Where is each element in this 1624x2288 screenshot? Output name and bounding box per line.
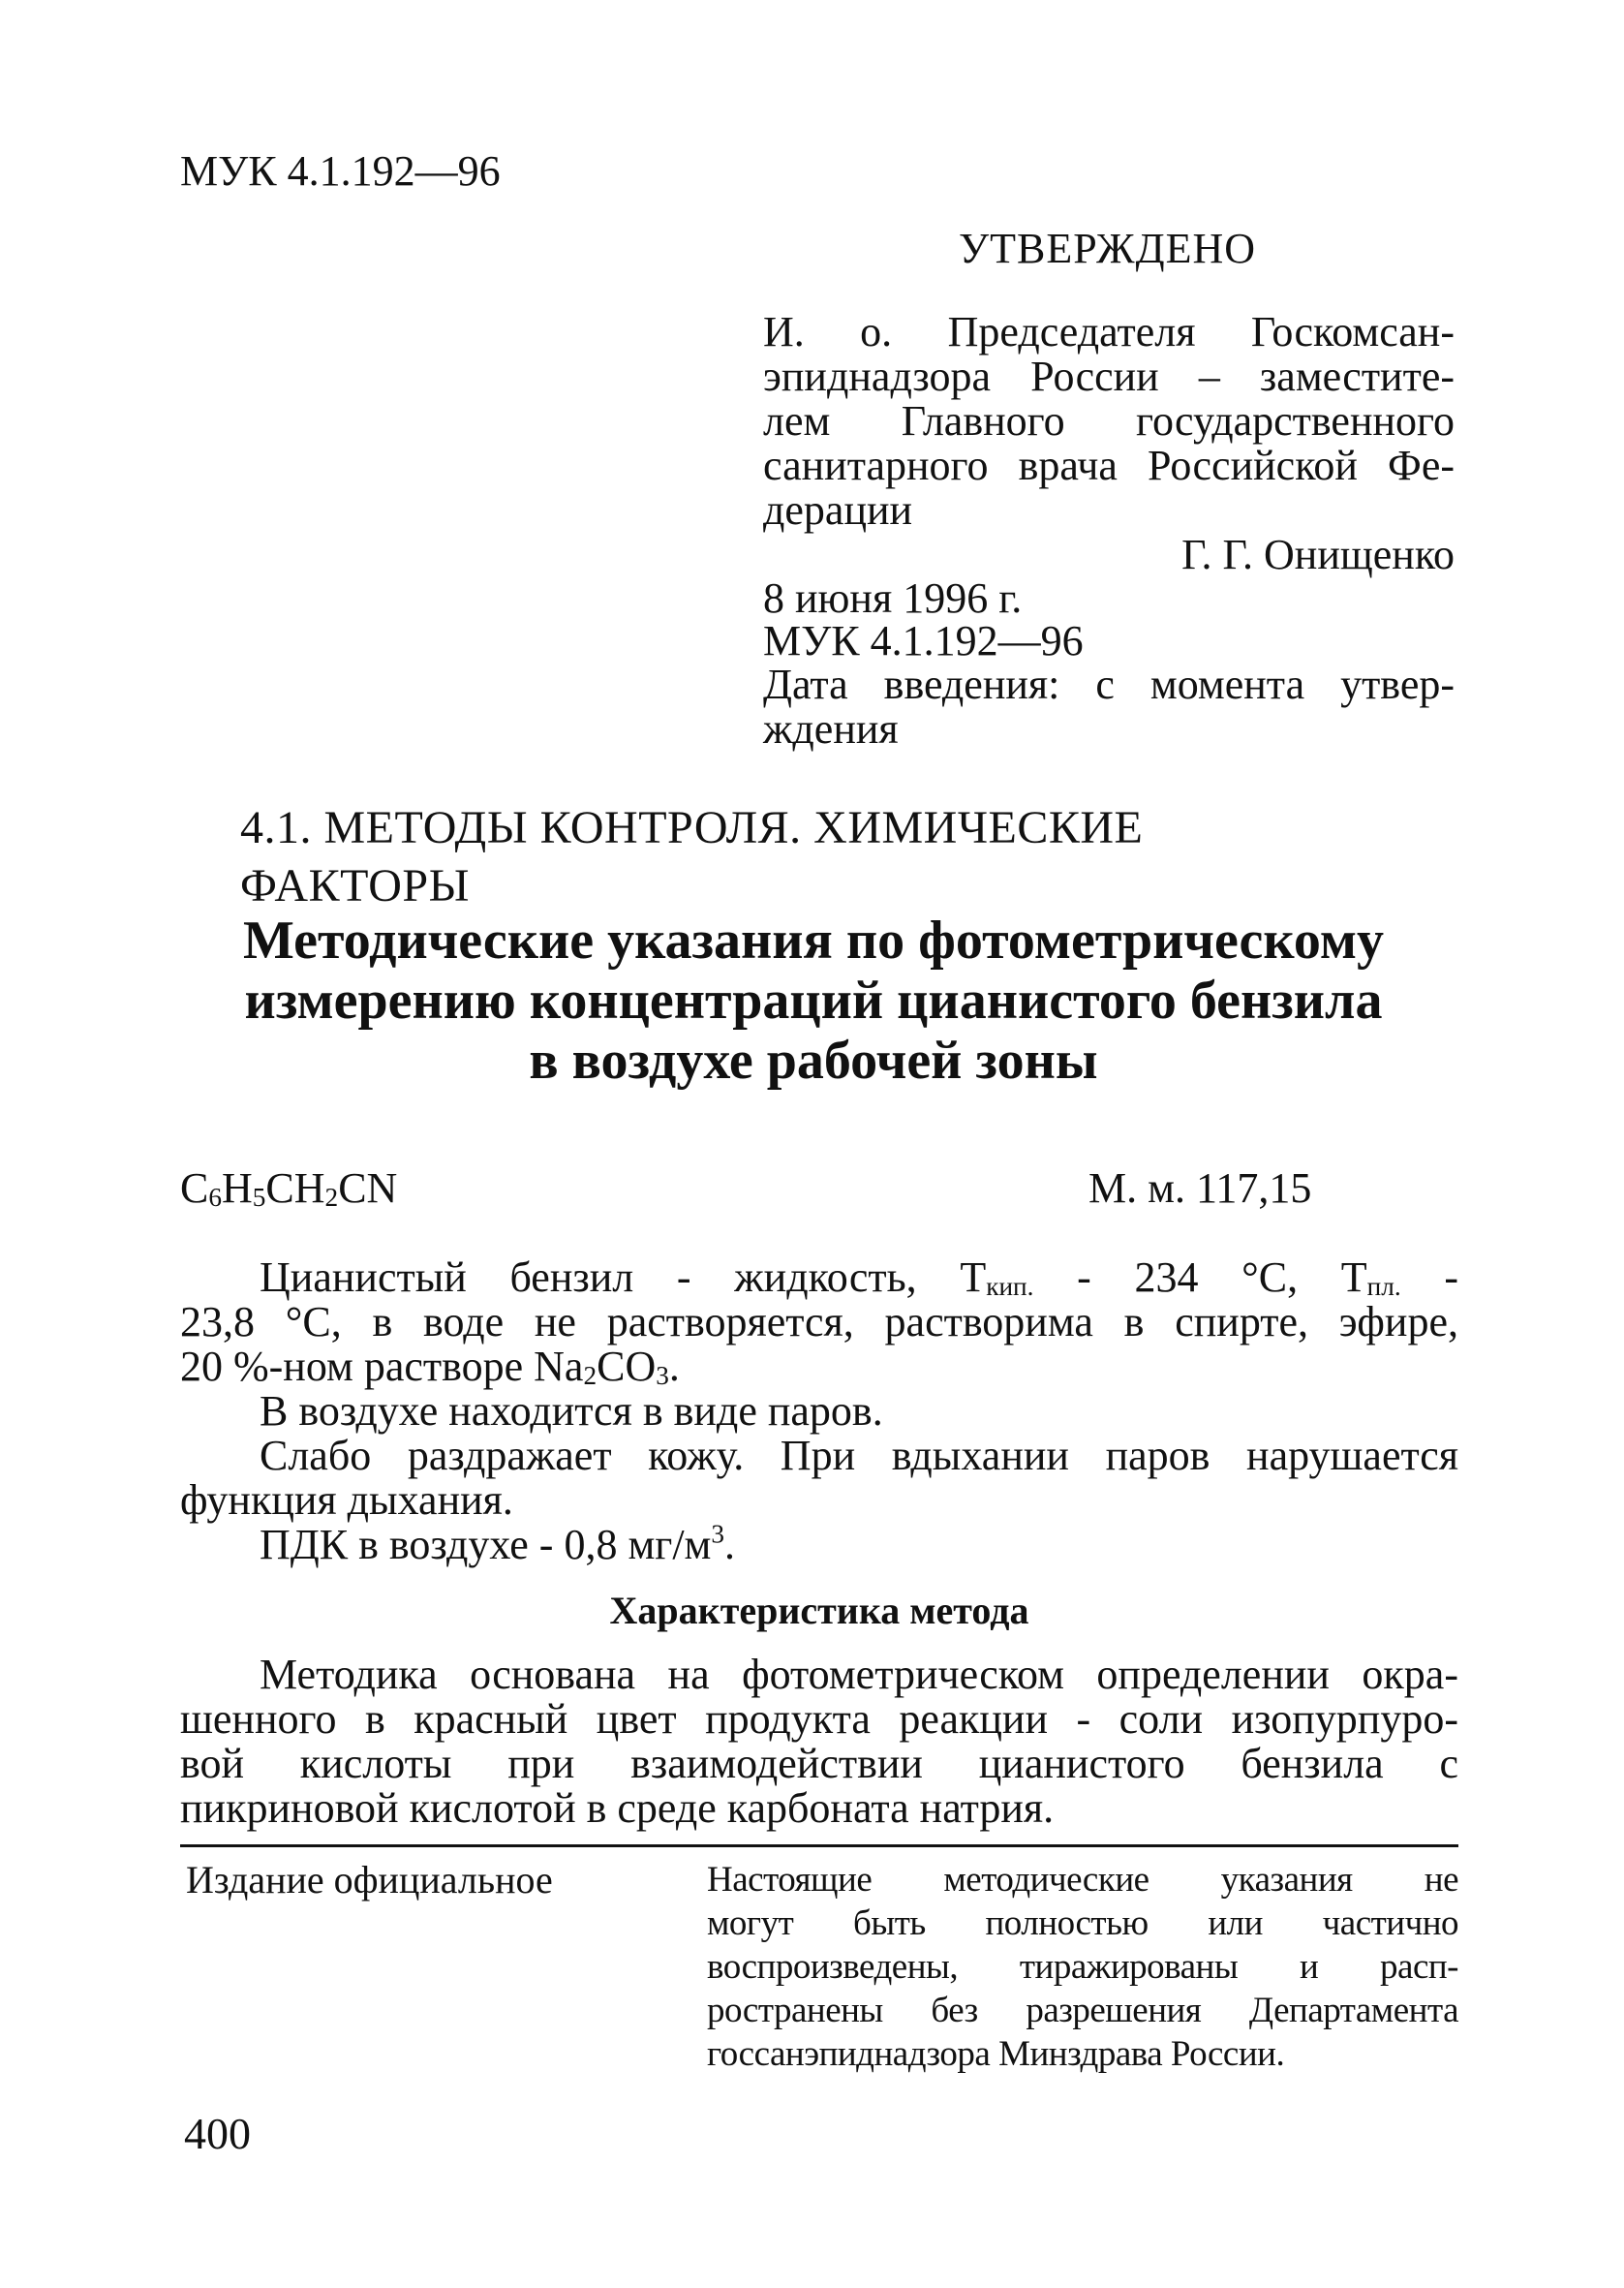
title-line: Методические указания по фотометрическому xyxy=(243,911,1384,971)
irritation-line-2: функция дыхания. xyxy=(180,1476,513,1524)
section-heading: 4.1. МЕТОДЫ КОНТРОЛЯ. ХИМИЧЕСКИЕ ФАКТОРЫ xyxy=(240,802,1144,912)
approval-block xyxy=(763,310,1455,752)
approval-line: санитарного врача Российской Фе- xyxy=(763,442,1455,489)
title-line: измерению концентраций цианистого бензила xyxy=(244,971,1383,1031)
copyright-notice xyxy=(707,1858,1458,2076)
notice-line: могут быть полностью или частично xyxy=(707,1903,1458,1943)
signatory-name: Г. Г. Онищенко xyxy=(1181,531,1455,578)
method-line: вой кислоты при взаимодействии цианистого бензила с xyxy=(180,1740,1458,1787)
document-title xyxy=(174,911,1453,1091)
chemical-formula: $C_6H_5CH_2CN$ xyxy=(180,1164,398,1213)
method-line: Методика основана на фотометрическом определении окра- xyxy=(260,1651,1458,1698)
method-text xyxy=(180,1653,1458,1831)
notice-line: госсанэпиднадзора Минздрава России. xyxy=(707,2034,1285,2074)
approval-date: 8 июня 1996 г. xyxy=(763,574,1023,622)
method-heading: Характеристика метода xyxy=(609,1589,1029,1632)
document-code-header: МУК 4.1.192—96 xyxy=(180,147,501,195)
approval-line: И. о. Председателя Госкомсан- xyxy=(763,308,1455,356)
approval-doc-code: МУК 4.1.192—96 xyxy=(763,617,1084,665)
approval-line: лем Главного государственного xyxy=(763,397,1455,445)
properties-line-1: Цианистый бензил - жидкость, $Т_{кип.} - 234$ °С, $Т_{пл.}$ - xyxy=(260,1253,1458,1302)
notice-line: ространены без разрешения Департамента xyxy=(707,1991,1458,2030)
introduction-date-line: Дата введения: с момента утвер- xyxy=(763,661,1455,708)
properties-line-3: 20 %-ном растворе $Na_2CO_3$. xyxy=(180,1343,680,1391)
notice-line: Настоящие методические указания не xyxy=(707,1860,1458,1900)
approval-line: дерации xyxy=(763,486,913,534)
air-state-paragraph: В воздухе находится в виде паров. xyxy=(260,1387,883,1435)
footer-divider xyxy=(180,1844,1458,1847)
official-edition-label: Издание официальное xyxy=(186,1858,553,1902)
approval-line: эпиднадзора России – заместите- xyxy=(763,353,1455,400)
introduction-date-line: ждения xyxy=(763,705,899,753)
title-line: в воздухе рабочей зоны xyxy=(529,1031,1098,1091)
mac-paragraph: ПДК в воздухе - 0,8 $мг/м^3$. xyxy=(260,1519,736,1568)
irritation-line-1: Слабо раздражает кожу. При вдыхании паров нарушается xyxy=(260,1432,1458,1479)
page-number: 400 xyxy=(184,2109,251,2158)
notice-line: воспроизведены, тиражированы и расп- xyxy=(707,1947,1458,1987)
approved-stamp-title: УТВЕРЖДЕНО xyxy=(959,225,1257,272)
properties-line-2: 23,8 °С, в воде не растворяется, растворима в спирте, эфире, xyxy=(180,1298,1458,1345)
method-line: шенного в красный цвет продукта реакции - соли изопурпуро- xyxy=(180,1695,1458,1743)
properties-text xyxy=(180,1255,1458,1567)
molar-mass: М. м. 117,15 xyxy=(1088,1164,1312,1212)
method-line: пикриновой кислотой в среде карбоната натрия. xyxy=(180,1784,1055,1832)
